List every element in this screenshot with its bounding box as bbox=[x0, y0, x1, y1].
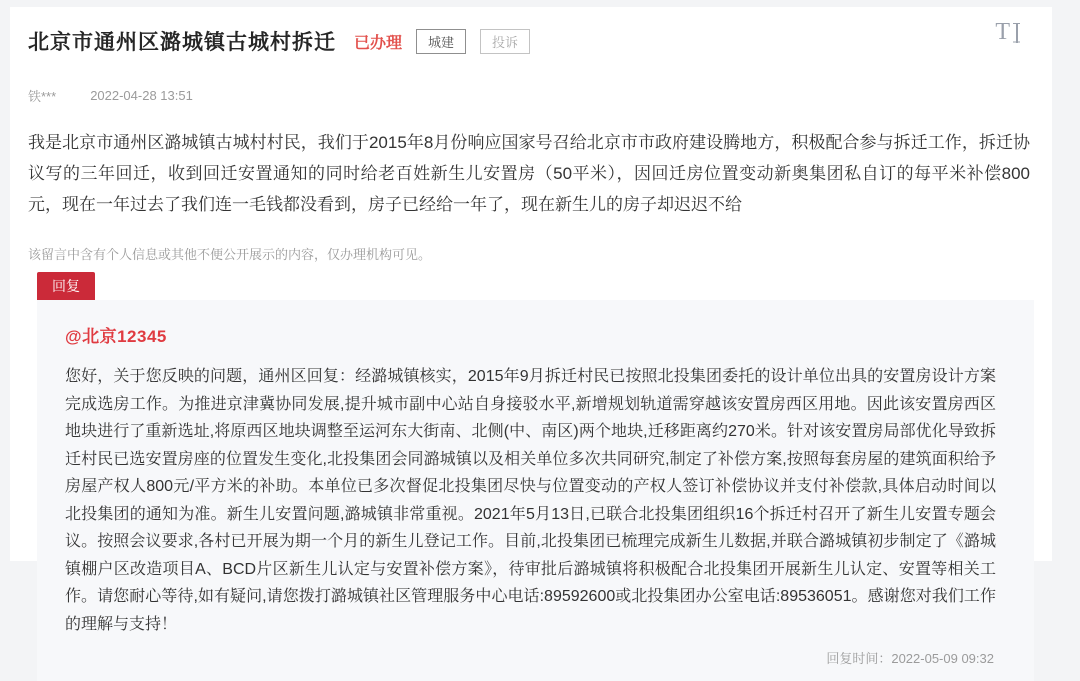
reply-button[interactable]: 回复 bbox=[37, 272, 95, 300]
reply-time-value: 2022-05-09 09:32 bbox=[891, 651, 994, 666]
message-body: 我是北京市通州区潞城镇古城村村民，我们于2015年8月份响应国家号召给北京市市政府建设腾地方，积极配合参与拆迁工作，拆迁协议写的三年回迁，收到回迁安置通知的同时给老百姓新生儿安置房（50平米），因回迁房位置变动新奥集团私自订的每平米补偿800元，现在一年过去了我们连一毛钱都没看到，房子已经给一年了，现在新生儿的房子却迟迟不给 bbox=[20, 127, 1042, 220]
text-cursor-icon bbox=[1013, 23, 1020, 43]
title-row bbox=[20, 22, 1042, 56]
reply-author: @北京12345 bbox=[65, 322, 996, 347]
author-name: 铁*** bbox=[28, 86, 56, 105]
text-cursor-logo bbox=[995, 19, 1020, 46]
reply-time-label: 回复时间： bbox=[826, 651, 891, 666]
corner-letter: T bbox=[995, 19, 1010, 46]
post-datetime: 2022-04-28 13:51 bbox=[90, 88, 193, 103]
reply-time bbox=[65, 648, 996, 667]
tag-category[interactable]: 城建 bbox=[416, 29, 466, 54]
tag-type[interactable]: 投诉 bbox=[480, 29, 530, 54]
message-meta bbox=[20, 86, 1042, 105]
status-badge: 已办理 bbox=[354, 30, 402, 53]
reply-body: 您好，关于您反映的问题，通州区回复：经潞城镇核实，2015年9月拆迁村民已按照北投集团委托的设计单位出具的安置房设计方案完成选房工作。为推进京津冀协同发展,提升城市副中心站自身接驳水平,新增规划轨道需穿越该安置房西区用地。因此该安置房西区地块进行了重新选址,将原西区地块调整至运河东大街南、北侧(中、南区)两个地块,迁移距离约270米。针对该安置房局部优化导致拆迁村民已选安置房座的位置发生变化,北投集团会同潞城镇以及相关单位多次共同研究,制定了补偿方案,按照每套房屋的建筑面积给予房屋产权人800元/平方米的补助。本单位已多次督促北投集团尽快与位置变动的产权人签订补偿协议并支付补偿款,具体启动时间以北投集团的通知为准。新生儿安置问题,潞城镇非常重视。2021年5月13日,已联合北投集团组织16个拆迁村召开了新生儿安置专题会议。按照会议要求,各村已开展为期一个月的新生儿登记工作。目前,北投集团已梳理完成新生儿数据,并联合潞城镇初步制定了《潞城镇棚户区改造项目A、BCD片区新生儿认定与安置补偿方案》，待审批后潞城镇将积极配合北投集团开展新生儿认定、安置等相关工作。请您耐心等待,如有疑问,请您拨打潞城镇社区管理服务中心电话:89592600或北投集团办公室电话:89536051。感谢您对我们工作的理解与支持！ bbox=[65, 363, 996, 638]
reply-box bbox=[37, 300, 1034, 681]
content-card bbox=[10, 7, 1052, 561]
privacy-note: 该留言中含有个人信息或其他不便公开展示的内容，仅办理机构可见。 bbox=[20, 244, 1042, 263]
page-title: 北京市通州区潞城镇古城村拆迁 bbox=[28, 26, 336, 56]
